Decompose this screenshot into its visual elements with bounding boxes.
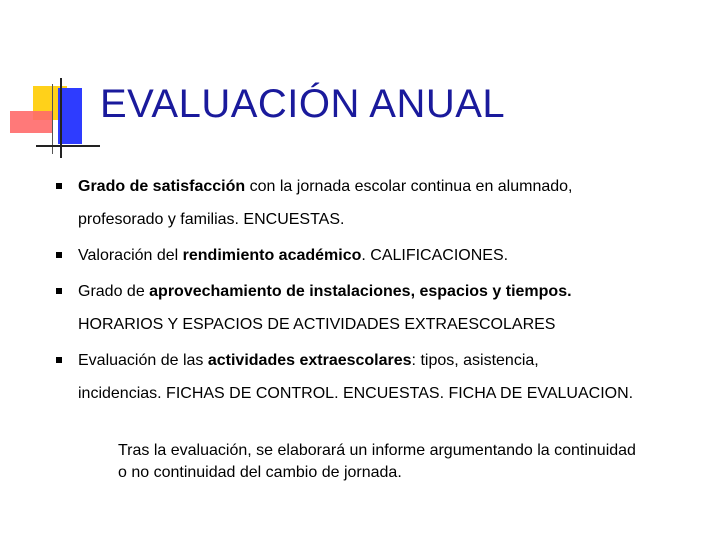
bold-text: aprovechamiento de instalaciones, espacios y tiempos. <box>149 283 572 300</box>
list-item <box>56 344 696 410</box>
bullet-icon <box>56 252 62 258</box>
decorative-logo <box>0 0 100 165</box>
item-text: HORARIOS Y ESPACIOS DE ACTIVIDADES EXTRAESCOLARES <box>78 316 556 333</box>
bullet-list <box>56 170 696 410</box>
item-text: : tipos, asistencia, <box>411 352 539 369</box>
item-text: con la jornada escolar continua en alumnado, <box>245 178 573 195</box>
list-item <box>56 239 696 272</box>
bullet-icon <box>56 288 62 294</box>
bold-text: Grado de satisfacción <box>78 178 246 195</box>
divider-line <box>36 145 100 147</box>
red-square-shape <box>10 111 52 133</box>
item-text: Evaluación de las <box>78 352 208 369</box>
item-text: . CALIFICACIONES. <box>361 247 509 264</box>
item-text: profesorado y familias. ENCUESTAS. <box>78 211 345 228</box>
bold-text: rendimiento académico <box>182 247 362 264</box>
page-title: EVALUACIÓN ANUAL <box>100 82 506 126</box>
divider-line <box>52 84 53 154</box>
item-text: Valoración del <box>78 247 183 264</box>
bullet-icon <box>56 183 62 189</box>
closing-paragraph: Tras la evaluación, se elaborará un informe argumentando la continuidad o no continuidad del cambio de jornada. <box>118 442 636 481</box>
item-text: incidencias. FICHAS DE CONTROL. ENCUESTAS. FICHA DE EVALUACION. <box>78 385 634 402</box>
bullet-icon <box>56 357 62 363</box>
list-item <box>56 170 696 236</box>
bold-text: actividades extraescolares <box>207 352 412 369</box>
list-item <box>56 275 696 341</box>
item-text: Grado de <box>78 283 150 300</box>
